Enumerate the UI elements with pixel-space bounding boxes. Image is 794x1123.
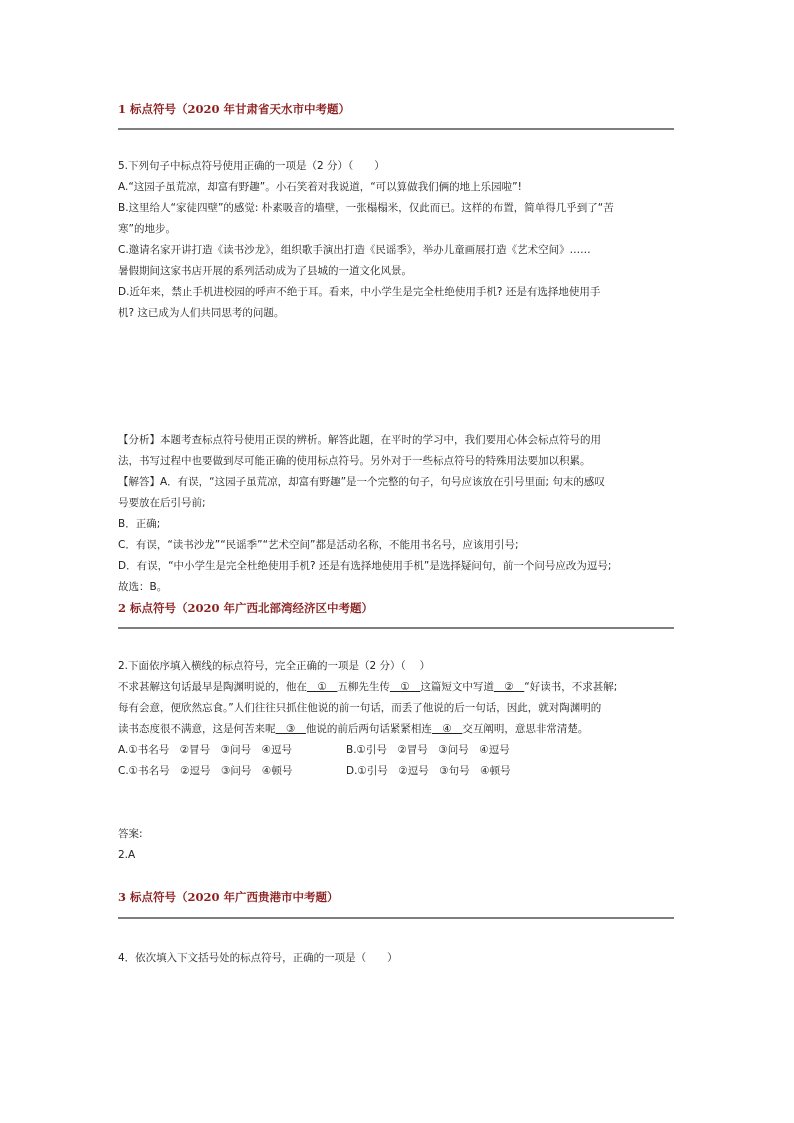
- section-heading: 3 标点符号（2020 年广西贵港市中考题）: [118, 890, 339, 904]
- option-a: A.①书名号 ②冒号 ③问号 ④逗号: [118, 744, 292, 756]
- solution-line: D．有误，“中小学生是完全杜绝使用手机? 还是有选择地使用手机”是选择疑问句，前一个问号应改为逗号;: [118, 560, 612, 572]
- passage-text: 这篇短文中写道: [420, 681, 494, 693]
- question-stem: 2.下面依序填入横线的标点符号，完全正确的一项是（2 分）（ ）: [118, 660, 431, 672]
- fill-blank: ②: [493, 681, 525, 693]
- solution-line: C．有误，“读书沙龙”“民谣季”“艺术空间”都是活动名称，不能用书名号，应该用引号;: [118, 539, 519, 551]
- analysis-line: 法，书写过程中也要做到尽可能正确的使用标点符号。另外对于一些标点符号的特殊用法要加以积累。: [118, 455, 591, 467]
- options-row: [118, 764, 674, 778]
- fill-blank: ①: [307, 681, 338, 693]
- option-d: D.①引号 ②逗号 ③句号 ④顿号: [346, 765, 511, 777]
- fill-blank: ④: [431, 723, 463, 735]
- option-d-line-1: D.近年来，禁止手机进校园的呼声不绝于耳。看来，中小学生是完全杜绝使用手机? 还是有选择地使用手: [118, 286, 601, 298]
- passage-text: 他说的前后两句话紧紧相连: [305, 723, 432, 735]
- solution-choice: 故选：B。: [118, 581, 168, 593]
- passage-text: “好读书，不求甚解;: [524, 681, 618, 693]
- section-heading: 2 标点符号（2020 年广西北部湾经济区中考题）: [118, 601, 374, 615]
- passage-line: [118, 680, 674, 694]
- option-a-line: A.“这园子虽荒凉，却富有野趣”。小石笑着对我说道，“可以算做我们俩的地上乐园啦”!: [118, 181, 522, 193]
- fill-blank: ①: [389, 681, 421, 693]
- section-divider: [118, 128, 674, 130]
- option-d-line-2: 机? 这已成为人们共同思考的问题。: [118, 307, 285, 319]
- passage-line: [118, 722, 674, 736]
- options-row: [118, 743, 674, 757]
- solution-line: B．正确;: [118, 518, 161, 530]
- option-c-line-2: 暑假期间这家书店开展的系列活动成为了县城的一道文化风景。: [118, 265, 412, 277]
- passage-text: 五柳先生传: [337, 681, 390, 693]
- section-heading: 1 标点符号（2020 年甘肃省天水市中考题）: [118, 102, 351, 116]
- passage-text: 交互阐明，意思非常清楚。: [462, 723, 589, 735]
- section-divider: [118, 917, 674, 919]
- answer-label: 答案:: [118, 828, 143, 840]
- option-c-line-1: C.邀请名家开讲打造《读书沙龙》，组织歌手演出打造《民谣季》，举办儿童画展打造《艺术空间》……: [118, 244, 591, 256]
- passage-text: 不求甚解这句话最早是陶渊明说的，他在: [118, 681, 307, 693]
- option-b-line-2: 寒”的地步。: [118, 223, 176, 235]
- solution-line: 【解答】A．有误，“这园子虽荒凉，却富有野趣”是一个完整的句子，句号应该放在引号里面; 句末的感叹: [118, 476, 605, 488]
- analysis-line: 【分析】本题考查标点符号使用正误的辨析。解答此题，在平时的学习中，我们要用心体会标点符号的用: [118, 434, 601, 446]
- passage-line: 每有会意，便欣然忘食。”人们往往只抓住他说的前一句话，而丢了他说的后一句话，因此，就对陶渊明的: [118, 702, 602, 714]
- fill-blank: ③: [275, 723, 306, 735]
- question-stem: 5.下列句子中标点符号使用正确的一项是（2 分）（ ）: [118, 160, 385, 172]
- solution-line: 号要放在后引号前;: [118, 497, 206, 509]
- passage-text: 读书态度很不满意，这是何苦来呢: [118, 723, 276, 735]
- answer-value: 2.A: [118, 849, 136, 861]
- option-c: C.①书名号 ②逗号 ③问号 ④顿号: [118, 765, 293, 777]
- question-stem: 4．依次填入下文括号处的标点符号，正确的一项是（ ）: [118, 952, 398, 964]
- option-b: B.①引号 ②冒号 ③问号 ④逗号: [346, 744, 510, 756]
- section-divider: [118, 627, 674, 629]
- option-b-line-1: B.这里给人“家徒四壁”的感觉: 朴素吸音的墙壁，一张榻榻米，仅此而已。这样的布置，简单得几乎到了“苦: [118, 202, 614, 214]
